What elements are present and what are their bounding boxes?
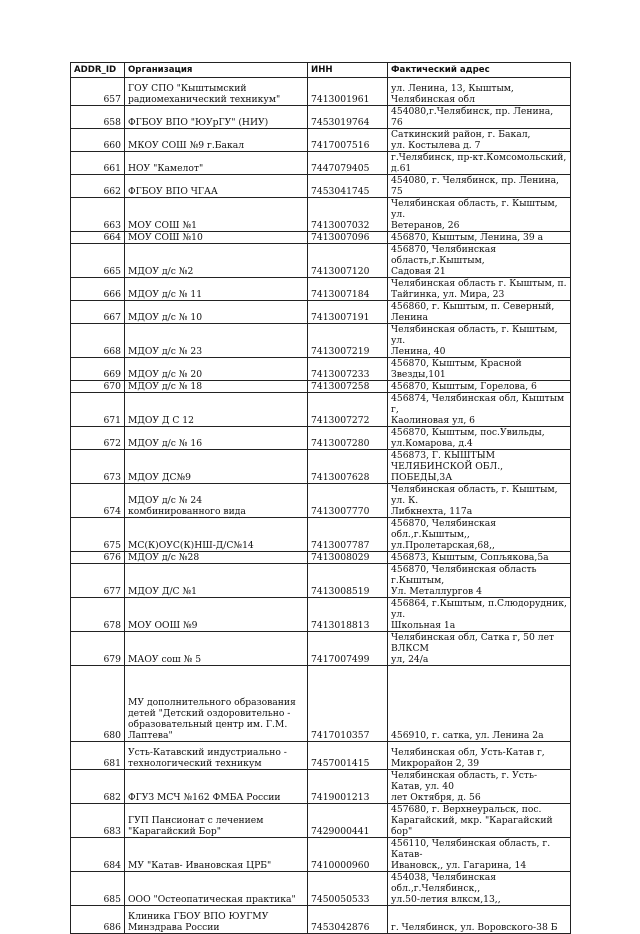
cell-inn-text: 7419001213 [311,792,370,803]
cell-address [388,632,571,666]
table-row [71,427,571,450]
cell-inn [308,152,388,175]
cell-inn-text: 7413008519 [311,586,370,597]
cell-organization-text: Усть-Катавский индустриально - технологический техникум [128,747,287,769]
cell-addr-id-text: 665 [103,266,121,277]
cell-organization [125,198,308,232]
cell-addr-id [71,106,125,129]
cell-address [388,301,571,324]
cell-addr-id-text: 678 [103,620,121,631]
table-row [71,393,571,427]
cell-organization [125,552,308,564]
cell-addr-id [71,152,125,175]
cell-inn-text: 7413007258 [311,381,370,392]
table-row [71,78,571,106]
cell-organization-text: МОУ СОШ №10 [128,232,203,243]
cell-inn-text: 7413007184 [311,289,370,300]
cell-address [388,175,571,198]
cell-address-text: 456910, г. сатка, ул. Ленина 2а [391,730,544,741]
cell-inn-text: 7413007120 [311,266,370,277]
cell-inn-text: 7413007233 [311,369,370,380]
cell-inn [308,427,388,450]
cell-addr-id-text: 677 [103,586,121,597]
cell-inn [308,78,388,106]
header-addr-id: ADDR_ID [71,63,125,78]
cell-inn-text: 7457001415 [311,758,370,769]
table-body [71,78,571,934]
cell-inn-text: 7413007272 [311,415,370,426]
cell-organization [125,393,308,427]
cell-organization [125,106,308,129]
cell-addr-id-text: 672 [103,438,121,449]
cell-organization [125,244,308,278]
cell-organization-text: ГОУ СПО "Кыштымский радиомеханический техникум" [128,83,281,105]
cell-organization-text: Клиника ГБОУ ВПО ЮУГМУ Минздрава России [128,911,269,933]
cell-address-text: 454038, Челябинская обл.,г.Челябинск,, ул.50-летия влксм,13,, [391,872,501,905]
cell-organization [125,632,308,666]
cell-address-text: 456870, Кыштым, Горелова, 6 [391,381,537,392]
cell-addr-id [71,484,125,518]
cell-addr-id [71,278,125,301]
cell-addr-id-text: 674 [103,506,121,517]
cell-inn-text: 7413007032 [311,220,370,231]
cell-addr-id [71,838,125,872]
cell-organization-text: МАОУ сош № 5 [128,654,202,665]
cell-address-text: г. Челябинск, ул. Воровского-38 Б [391,922,558,933]
cell-organization [125,804,308,838]
cell-inn-text: 7413001961 [311,94,370,105]
cell-addr-id [71,381,125,393]
table-row [71,106,571,129]
cell-inn [308,742,388,770]
cell-addr-id [71,129,125,152]
cell-addr-id-text: 669 [103,369,121,380]
cell-address [388,129,571,152]
cell-inn [308,552,388,564]
cell-address [388,232,571,244]
cell-organization [125,518,308,552]
cell-organization [125,450,308,484]
table-row [71,175,571,198]
cell-address [388,152,571,175]
cell-addr-id [71,244,125,278]
cell-inn [308,564,388,598]
cell-addr-id-text: 670 [103,381,121,392]
cell-addr-id-text: 662 [103,186,121,197]
table-row [71,152,571,175]
cell-addr-id-text: 673 [103,472,121,483]
cell-address [388,106,571,129]
cell-addr-id [71,450,125,484]
cell-inn [308,175,388,198]
cell-organization-text: ФГУЗ МСЧ №162 ФМБА России [128,792,281,803]
cell-address-text: 456873, Г. КЫШТЫМ ЧЕЛЯБИНСКОЙ ОБЛ., ПОБЕДЫ,3А [391,450,504,483]
cell-addr-id-text: 676 [103,552,121,563]
cell-organization-text: МОУ СОШ №1 [128,220,198,231]
cell-address [388,393,571,427]
cell-addr-id-text: 682 [103,792,121,803]
cell-address-text: Челябинская область, г. Кыштым, ул. К. Либкнехта, 117а [391,484,558,517]
cell-addr-id-text: 658 [103,117,121,128]
table-row [71,324,571,358]
cell-organization-text: МОУ ООШ №9 [128,620,198,631]
table-row [71,518,571,552]
cell-addr-id-text: 679 [103,654,121,665]
cell-addr-id [71,518,125,552]
cell-organization [125,324,308,358]
cell-addr-id [71,427,125,450]
cell-address-text: 457680, г. Верхнеуральск, пос. Карагайский, мкр. "Карагайский бор" [391,804,553,837]
cell-addr-id-text: 684 [103,860,121,871]
cell-inn-text: 7429000441 [311,826,370,837]
cell-organization-text: НОУ "Камелот" [128,163,204,174]
cell-organization-text: ГУП Пансионат с лечением "Карагайский Бор" [128,815,264,837]
cell-organization-text: МДОУ д/с № 16 [128,438,203,449]
cell-inn [308,632,388,666]
cell-address-text: 456870, Челябинская обл.,г.Кыштым,, ул.Пролетарская,68,, [391,518,497,551]
cell-inn-text: 7447079405 [311,163,370,174]
header-inn: ИНН [308,63,388,78]
cell-address-text: Челябинская область, г. Кыштым, ул. Ленина, 40 [391,324,558,357]
cell-organization-text: МДОУ д/с №2 [128,266,194,277]
cell-address-text: 456870, Челябинская область г.Кыштым, Ул. Металлургов 4 [391,564,537,597]
cell-inn-text: 7413007191 [311,312,370,323]
cell-organization-text: МУ дополнительного образования детей "Детский оздоровительно - образовательный центр им. Г.М. Лаптева" [128,697,296,741]
cell-organization [125,427,308,450]
table-row [71,666,571,742]
cell-organization [125,484,308,518]
cell-organization-text: МДОУ д/с № 18 [128,381,203,392]
cell-addr-id-text: 685 [103,894,121,905]
table-row [71,232,571,244]
cell-inn-text: 7413018813 [311,620,370,631]
cell-organization [125,129,308,152]
cell-inn [308,244,388,278]
cell-address [388,906,571,934]
cell-address-text: 454080, г. Челябинск, пр. Ленина, 75 [391,175,559,197]
table-header [71,63,571,78]
cell-organization-text: ООО "Остеопатическая практика" [128,894,296,905]
cell-address-text: 456870, Челябинская область,г.Кыштым, Садовая 21 [391,244,497,277]
cell-organization [125,564,308,598]
cell-addr-id-text: 671 [103,415,121,426]
cell-inn-text: 7453041745 [311,186,370,197]
cell-inn [308,232,388,244]
cell-address [388,324,571,358]
cell-organization [125,872,308,906]
cell-inn-text: 7450050533 [311,894,370,905]
cell-inn [308,129,388,152]
cell-addr-id-text: 664 [103,232,121,243]
cell-organization [125,78,308,106]
cell-address-text: 456110, Челябинская область, г. Катав- Ивановск,, ул. Гагарина, 14 [391,838,551,871]
table-row [71,129,571,152]
cell-inn [308,358,388,381]
cell-addr-id [71,358,125,381]
cell-address-text: Челябинская область, г. Кыштым, ул. Ветеранов, 26 [391,198,558,231]
table-row [71,301,571,324]
header-address: Фактический адрес [388,63,571,78]
cell-address [388,198,571,232]
cell-address [388,742,571,770]
table-row [71,632,571,666]
cell-addr-id-text: 681 [103,758,121,769]
cell-inn-text: 7453019764 [311,117,370,128]
cell-addr-id [71,301,125,324]
cell-address-text: 456870, Кыштым, пос.Увильды, ул.Комарова, д.4 [391,427,545,449]
cell-addr-id [71,742,125,770]
cell-address-text: 456874, Челябинская обл, Кыштым г, Каолиновая ул, 6 [391,393,565,426]
cell-address [388,838,571,872]
cell-organization-text: МДОУ д/с №28 [128,552,200,563]
cell-address [388,552,571,564]
cell-inn-text: 7417007499 [311,654,370,665]
table-row [71,742,571,770]
cell-addr-id-text: 668 [103,346,121,357]
cell-addr-id [71,324,125,358]
header-organization: Организация [125,63,308,78]
cell-organization [125,666,308,742]
cell-inn-text: 7410000960 [311,860,370,871]
table-row [71,552,571,564]
cell-inn-text: 7417010357 [311,730,370,741]
cell-addr-id [71,198,125,232]
cell-inn-text: 7413007628 [311,472,370,483]
cell-inn [308,381,388,393]
cell-addr-id-text: 663 [103,220,121,231]
cell-addr-id-text: 683 [103,826,121,837]
cell-addr-id [71,393,125,427]
cell-addr-id [71,872,125,906]
table-row [71,872,571,906]
cell-inn [308,518,388,552]
cell-addr-id-text: 667 [103,312,121,323]
cell-address [388,564,571,598]
table-row [71,804,571,838]
cell-addr-id-text: 686 [103,922,121,933]
cell-address [388,518,571,552]
cell-organization-text: ФГБОУ ВПО "ЮУрГУ" (НИУ) [128,117,269,128]
cell-address [388,78,571,106]
cell-address-text: Челябинская обл, Усть-Катав г, Микрорайон 2, 39 [391,747,545,769]
cell-organization [125,301,308,324]
cell-organization [125,906,308,934]
table-row [71,358,571,381]
cell-address-text: Челябинская обл, Сатка г, 50 лет ВЛКСМ ул, 24/а [391,632,555,665]
cell-addr-id-text: 657 [103,94,121,105]
cell-inn [308,838,388,872]
cell-inn-text: 7413007219 [311,346,370,357]
cell-inn [308,106,388,129]
cell-inn [308,393,388,427]
cell-organization-text: МДОУ д/с № 23 [128,346,203,357]
cell-address-text: 456870, Кыштым, Ленина, 39 а [391,232,544,243]
cell-organization-text: МС(К)ОУС(К)НШ-Д/С№14 [128,540,254,551]
cell-address-text: Челябинская область г. Кыштым, п. Тайгинка, ул. Мира, 23 [391,278,567,300]
cell-inn [308,598,388,632]
table-row [71,598,571,632]
cell-addr-id [71,598,125,632]
table-row [71,906,571,934]
cell-organization [125,358,308,381]
cell-addr-id [71,564,125,598]
organizations-table [70,62,571,934]
cell-inn-text: 7453042876 [311,922,370,933]
table-row [71,484,571,518]
cell-addr-id [71,906,125,934]
cell-inn [308,450,388,484]
cell-address [388,484,571,518]
cell-addr-id-text: 680 [103,730,121,741]
cell-organization [125,838,308,872]
cell-addr-id-text: 660 [103,140,121,151]
cell-address-text: 456873, Кыштым, Сопљякова,5а [391,552,549,563]
cell-address [388,381,571,393]
cell-organization [125,175,308,198]
cell-organization-text: МКОУ СОШ №9 г.Бакал [128,140,245,151]
cell-addr-id [71,552,125,564]
cell-inn [308,198,388,232]
cell-address-text: Саткинский район, г. Бакал, ул. Костылева д. 7 [391,129,531,151]
cell-inn [308,906,388,934]
cell-addr-id [71,804,125,838]
cell-address [388,804,571,838]
cell-inn-text: 7413007787 [311,540,370,551]
cell-inn [308,484,388,518]
cell-inn [308,278,388,301]
cell-organization-text: МДОУ д/с № 20 [128,369,203,380]
cell-organization [125,232,308,244]
cell-address-text: Челябинская область, г. Усть-Катав, ул. 40 лет Октября, д. 56 [391,770,538,803]
cell-address [388,450,571,484]
cell-address [388,666,571,742]
cell-organization-text: МДОУ Д С 12 [128,415,194,426]
cell-address [388,427,571,450]
cell-organization-text: МДОУ ДС№9 [128,472,192,483]
cell-inn-text: 7413007096 [311,232,370,243]
cell-organization [125,742,308,770]
cell-inn [308,324,388,358]
table-row [71,278,571,301]
cell-organization-text: МДОУ д/с № 24 комбинированного вида [128,495,246,517]
cell-inn [308,301,388,324]
cell-addr-id-text: 666 [103,289,121,300]
table-row [71,381,571,393]
cell-organization-text: МДОУ д/с № 11 [128,289,203,300]
table-row [71,838,571,872]
cell-addr-id [71,175,125,198]
cell-address-text: г.Челябинск, пр-кт.Комсомольский, д.61 [391,152,567,174]
cell-address [388,872,571,906]
cell-address [388,598,571,632]
cell-inn-text: 7413007770 [311,506,370,517]
cell-addr-id-text: 661 [103,163,121,174]
cell-addr-id [71,232,125,244]
cell-address-text: ул. Ленина, 13, Кыштым, Челябинская обл [391,83,514,105]
cell-inn [308,804,388,838]
cell-addr-id [71,632,125,666]
cell-organization [125,598,308,632]
cell-organization-text: МУ "Катав- Ивановская ЦРБ" [128,860,272,871]
cell-organization-text: ФГБОУ ВПО ЧГАА [128,186,218,197]
cell-address [388,358,571,381]
cell-organization [125,152,308,175]
cell-address [388,244,571,278]
cell-address-text: 456864, г.Кыштым, п.Слюдорудник, ул. Школьная 1а [391,598,567,631]
cell-addr-id [71,666,125,742]
cell-addr-id [71,770,125,804]
table-row [71,198,571,232]
cell-inn-text: 7413007280 [311,438,370,449]
cell-organization-text: МДОУ Д/С №1 [128,586,198,597]
cell-address-text: 456870, Кыштым, Красной Звезды,101 [391,358,522,380]
cell-organization [125,278,308,301]
cell-inn-text: 7413008029 [311,552,370,563]
cell-address [388,770,571,804]
cell-organization-text: МДОУ д/с № 10 [128,312,203,323]
cell-address [388,278,571,301]
table-row [71,564,571,598]
cell-organization [125,770,308,804]
cell-address-text: 454080,г.Челябинск, пр. Ленина, 76 [391,106,554,128]
cell-organization [125,381,308,393]
cell-inn-text: 7417007516 [311,140,370,151]
cell-inn [308,666,388,742]
cell-address-text: 456860, г. Кыштым, п. Северный, Ленина [391,301,555,323]
cell-addr-id-text: 675 [103,540,121,551]
cell-inn [308,770,388,804]
table-row [71,450,571,484]
table-row [71,244,571,278]
cell-inn [308,872,388,906]
table-row [71,770,571,804]
cell-addr-id [71,78,125,106]
